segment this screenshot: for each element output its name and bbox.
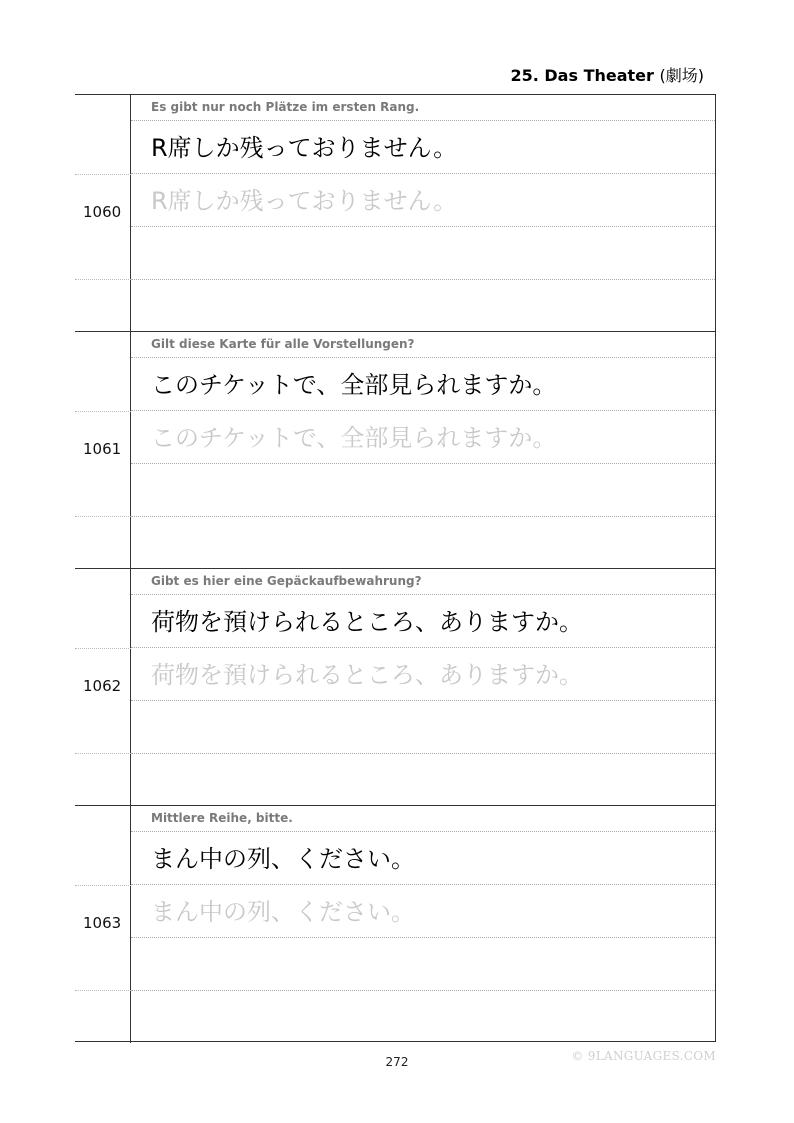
- entry-number: 1062: [83, 677, 122, 695]
- row-tick: [75, 648, 131, 649]
- page-title-main: 25. Das Theater: [510, 66, 654, 85]
- japanese-sentence: R席しか残っておりません。: [151, 134, 458, 162]
- practice-entry: [75, 569, 715, 806]
- writing-rule: [131, 357, 715, 358]
- japanese-trace-sentence: R席しか残っておりません。: [151, 187, 458, 215]
- japanese-sentence: 荷物を預けられるところ、ありますか。: [151, 608, 583, 636]
- entry-number: 1060: [83, 203, 122, 221]
- row-tick: [75, 753, 131, 754]
- practice-entry: [75, 95, 715, 332]
- entry-number-column: [75, 569, 131, 805]
- writing-lines: [131, 95, 715, 331]
- writing-rule: [131, 594, 715, 595]
- german-sentence: Es gibt nur noch Plätze im ersten Rang.: [151, 100, 420, 114]
- japanese-trace-sentence: まん中の列、ください。: [151, 898, 415, 926]
- row-tick: [75, 990, 131, 991]
- row-tick: [75, 885, 131, 886]
- writing-rule: [131, 990, 715, 991]
- entry-number-column: [75, 332, 131, 568]
- entry-number: 1061: [83, 440, 122, 458]
- entry-number: 1063: [83, 914, 122, 932]
- writing-rule: [131, 647, 715, 648]
- german-sentence: Mittlere Reihe, bitte.: [151, 811, 293, 825]
- writing-rule: [131, 410, 715, 411]
- japanese-sentence: このチケットで、全部見られますか。: [151, 371, 557, 399]
- practice-entry: [75, 332, 715, 569]
- row-tick: [75, 411, 131, 412]
- writing-rule: [131, 516, 715, 517]
- copyright-watermark: © 9LANGUAGES.COM: [571, 1049, 716, 1063]
- german-sentence: Gilt diese Karte für alle Vorstellungen?: [151, 337, 415, 351]
- german-sentence: Gibt es hier eine Gepäckaufbewahrung?: [151, 574, 422, 588]
- entry-number-column: [75, 95, 131, 331]
- writing-rule: [131, 120, 715, 121]
- japanese-trace-sentence: このチケットで、全部見られますか。: [151, 424, 557, 452]
- writing-lines: [131, 806, 715, 1043]
- japanese-sentence: まん中の列、ください。: [151, 845, 415, 873]
- writing-rule: [131, 831, 715, 832]
- row-tick: [75, 174, 131, 175]
- page-number: 272: [385, 1055, 409, 1069]
- japanese-trace-sentence: 荷物を預けられるところ、ありますか。: [151, 661, 583, 689]
- writing-lines: [131, 332, 715, 568]
- writing-rule: [131, 279, 715, 280]
- writing-rule: [131, 463, 715, 464]
- practice-entry: [75, 806, 715, 1043]
- writing-rule: [131, 700, 715, 701]
- row-tick: [75, 279, 131, 280]
- writing-rule: [131, 937, 715, 938]
- row-tick: [75, 516, 131, 517]
- page-title-chinese: (劇场): [659, 66, 704, 85]
- writing-rule: [131, 226, 715, 227]
- practice-sheet: [75, 94, 716, 1042]
- entry-number-column: [75, 806, 131, 1043]
- writing-lines: [131, 569, 715, 805]
- writing-rule: [131, 173, 715, 174]
- page-title: [510, 63, 704, 86]
- writing-rule: [131, 884, 715, 885]
- writing-rule: [131, 753, 715, 754]
